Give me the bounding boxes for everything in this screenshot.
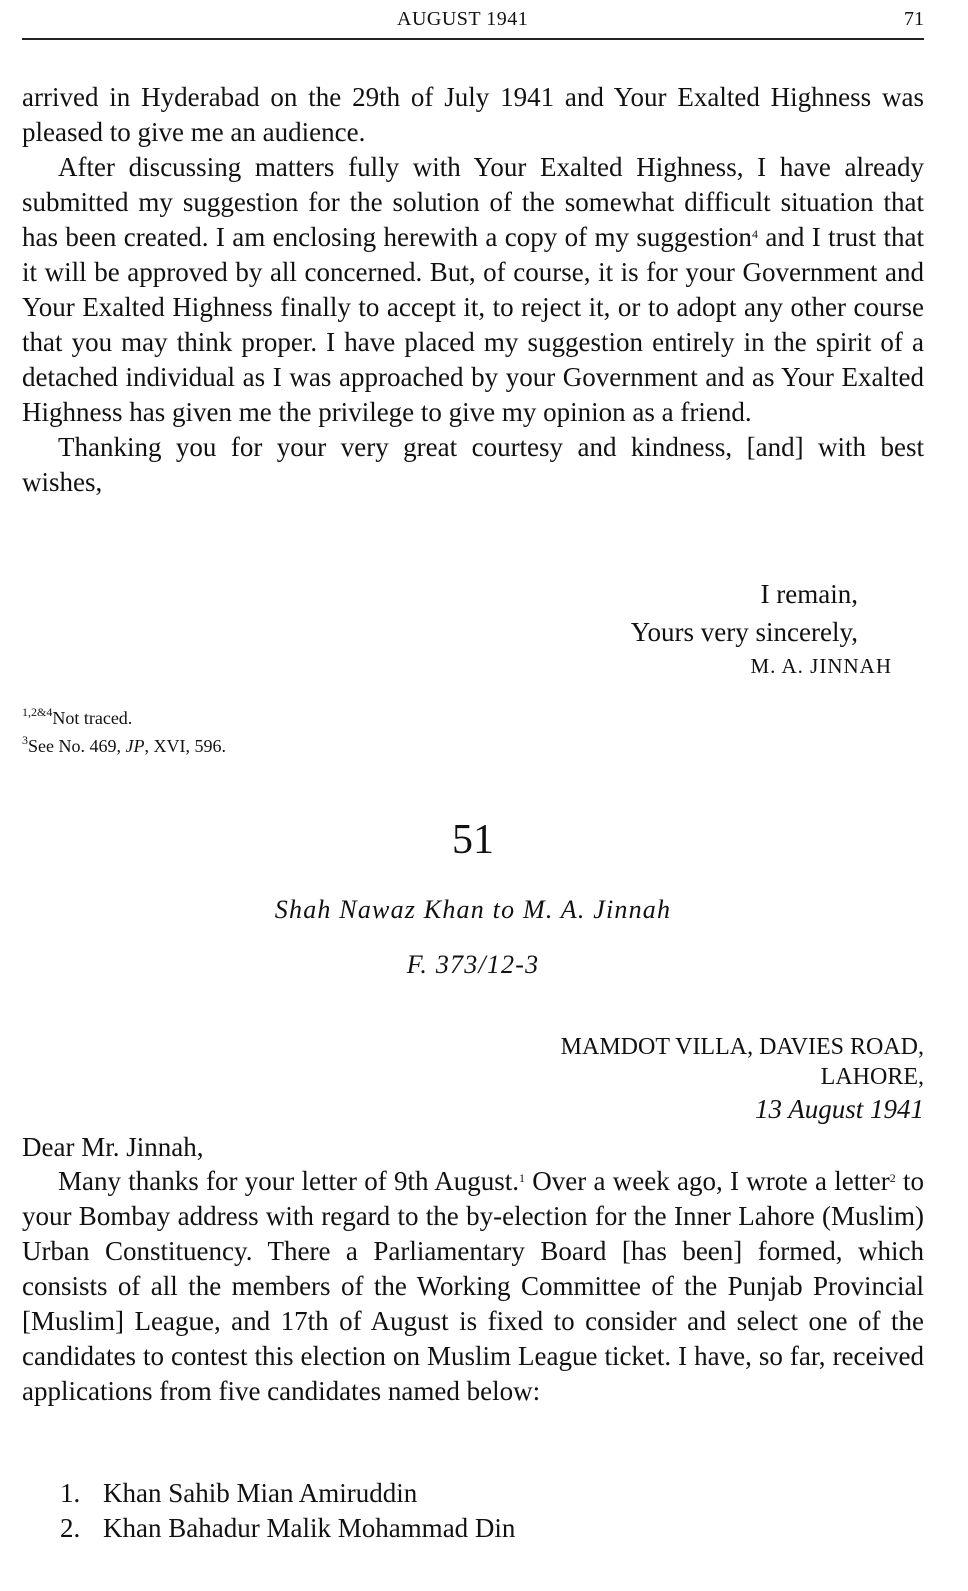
paragraph: Thanking you for your very great courtesy and kindness, [and] with best wishes, xyxy=(22,432,924,497)
paragraph-text: Over a week ago, I wrote a letter xyxy=(525,1166,890,1196)
document-number: 51 xyxy=(452,817,494,863)
footnote-marker: 1,2&4 xyxy=(22,705,53,719)
footnote-reference: 2 xyxy=(889,1171,896,1185)
paragraph-text: and I trust that it will be approved by all concerned. But, of course, it is for your Government and Your Exalted Highness finally to accept it, to reject it, or to adopt any other course that you may think proper. I have placed my suggestion entirely in the spirit of a detached individual as I was approached by your Government and as Your Exalted Highness has given me the privilege to give my opinion as a friend. xyxy=(22,222,925,427)
paragraph-text: to your Bombay address with regard to the by-election for the Inner Lahore (Muslim) Urban Constituency. There a Parliamentary Board [has been] formed, which consists of all the members of the Working Committee of the Punjab Provincial [Muslim] League, and 17th of August is fixed to consider and select one of the candidates to contest this election on Muslim League ticket. I have, so far, received applications from five candidates named below: xyxy=(22,1166,924,1406)
footnotes xyxy=(22,704,226,760)
paragraph-text: Many thanks for your letter of 9th August. xyxy=(58,1166,520,1196)
footnote xyxy=(22,732,226,760)
letter-date: 13 August 1941 xyxy=(754,1094,924,1124)
list-number: 2. xyxy=(60,1513,81,1543)
document-title: Shah Nawaz Khan to M. A. Jinnah xyxy=(274,895,672,924)
closing-line: I remain, xyxy=(760,579,858,609)
previous-letter-continuation xyxy=(22,80,924,500)
paragraph xyxy=(22,150,924,430)
page-number: 71 xyxy=(904,8,924,30)
candidate-list xyxy=(60,1476,515,1546)
sender-address xyxy=(561,1032,924,1126)
file-reference: F. 373/12-3 xyxy=(406,950,540,979)
footnote-text: See No. 469, xyxy=(28,736,126,756)
candidate-name: Khan Sahib Mian Amiruddin xyxy=(103,1478,418,1508)
footnote-source: JP xyxy=(125,736,145,756)
address-line: MAMDOT VILLA, DAVIES ROAD, xyxy=(560,1034,924,1060)
paragraph-text: After discussing matters fully with Your Exalted Highness, I have already submitted my suggestion for the solution of the somewhat difficult situation that has been created. I am enclosing herewith a copy of my suggestion xyxy=(22,152,924,252)
letter-closing xyxy=(528,575,892,681)
footnote-text: , XVI, 596. xyxy=(144,736,226,756)
footnote-reference: 1 xyxy=(519,1171,526,1185)
running-title: AUGUST 1941 xyxy=(397,8,529,30)
salutation: Dear Mr. Jinnah, xyxy=(22,1132,204,1162)
paragraph: arrived in Hyderabad on the 29th of July 1941 and Your Exalted Highness was pleased to give me an audience. xyxy=(22,82,924,147)
footnote xyxy=(22,704,226,732)
signature-name: M. A. JINNAH xyxy=(750,654,892,678)
list-number: 1. xyxy=(60,1478,81,1508)
footnote-text: Not traced. xyxy=(52,708,133,728)
complimentary-close: Yours very sincerely, xyxy=(630,617,858,647)
list-item xyxy=(60,1511,515,1546)
running-header xyxy=(22,6,924,40)
paragraph xyxy=(22,1164,924,1409)
list-item xyxy=(60,1476,515,1511)
address-city: LAHORE, xyxy=(820,1064,924,1090)
letter-body xyxy=(22,1164,924,1409)
candidate-name: Khan Bahadur Malik Mohammad Din xyxy=(103,1513,516,1543)
footnote-marker: 3 xyxy=(22,733,28,747)
footnote-reference: 4 xyxy=(751,227,758,241)
